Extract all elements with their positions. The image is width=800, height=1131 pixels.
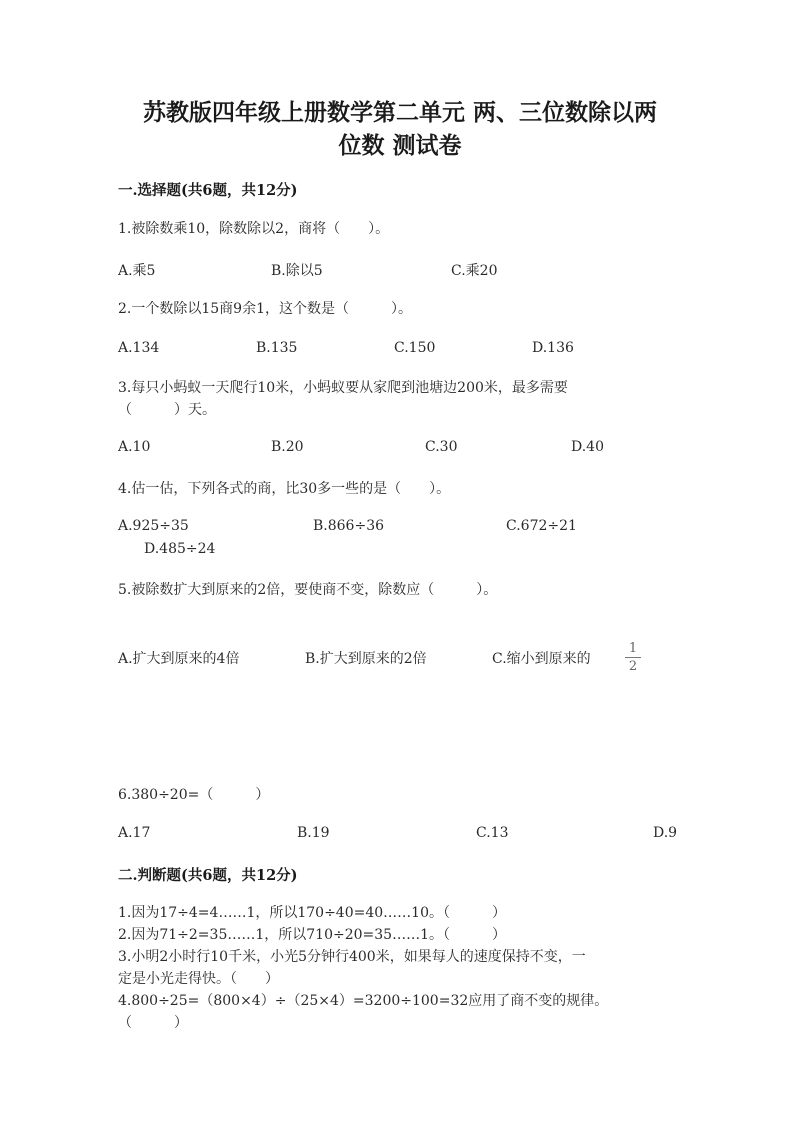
question-3-line-1: 3.每只小蚂蚁一天爬行10米，小蚂蚁要从家爬到池塘边200米，最多需要 xyxy=(118,380,568,396)
question-5: 5.被除数扩大到原来的2倍，要使商不变，除数应（ ）。 xyxy=(118,582,498,598)
section-1-heading: 一.选择题(共6题，共12分) xyxy=(118,182,298,199)
q3-option-c: C.30 xyxy=(425,439,458,455)
q2-option-a: A.134 xyxy=(118,340,160,356)
title-line-1: 苏教版四年级上册数学第二单元 两、三位数除以两 xyxy=(142,99,657,126)
judgement-item-1: 1.因为17÷4=4……1，所以170÷40=40……10。（ ） xyxy=(118,905,506,921)
q5-fraction-one-half xyxy=(624,641,642,674)
question-4: 4.估一估，下列各式的商，比30多一些的是（ ）。 xyxy=(118,481,451,497)
q1-option-b: B.除以5 xyxy=(271,263,323,279)
q6-option-d: D.9 xyxy=(653,825,678,841)
fraction-denominator: 2 xyxy=(628,659,638,674)
question-3-line-2: （ ）天。 xyxy=(118,402,216,418)
judgement-item-2: 2.因为71÷2=35……1，所以710÷20=35……1。（ ） xyxy=(118,927,506,943)
question-6: 6.380÷20=（ ） xyxy=(118,787,270,803)
title-line-2: 位数 测试卷 xyxy=(338,132,462,159)
judgement-item-3-line-2: 定是小光走得快。（ ） xyxy=(118,971,279,987)
judgement-item-4-line-2: （ ） xyxy=(118,1015,188,1031)
q1-option-c: C.乘20 xyxy=(451,263,498,279)
question-1: 1.被除数乘10，除数除以2，商将（ ）。 xyxy=(118,221,390,237)
q3-option-d: D.40 xyxy=(571,439,604,455)
section-2-heading: 二.判断题(共6题，共12分) xyxy=(118,867,298,884)
q4-option-b: B.866÷36 xyxy=(313,518,385,534)
fraction-numerator: 1 xyxy=(628,641,638,656)
q4-option-c: C.672÷21 xyxy=(506,518,577,534)
q3-option-a: A.10 xyxy=(118,439,151,455)
fraction-bar xyxy=(625,657,641,658)
q6-option-a: A.17 xyxy=(118,825,151,841)
judgement-item-4-line-1: 4.800÷25=（800×4）÷（25×4）=3200÷100=32应用了商不变的规律。 xyxy=(118,993,609,1009)
q6-option-b: B.19 xyxy=(297,825,330,841)
q4-option-a: A.925÷35 xyxy=(118,518,189,534)
q5-option-c: C.缩小到原来的 xyxy=(492,651,591,667)
question-3 xyxy=(118,377,568,421)
q4-option-d: D.485÷24 xyxy=(144,541,216,557)
q6-option-c: C.13 xyxy=(476,825,509,841)
judgement-list xyxy=(118,902,608,1034)
q2-option-c: C.150 xyxy=(394,340,436,356)
page-title xyxy=(100,96,700,162)
q2-option-b: B.135 xyxy=(256,340,298,356)
q5-option-b: B.扩大到原来的2倍 xyxy=(305,651,427,667)
q5-option-a: A.扩大到原来的4倍 xyxy=(118,651,240,667)
q3-option-b: B.20 xyxy=(271,439,304,455)
q1-option-a: A.乘5 xyxy=(118,263,156,279)
judgement-item-3-line-1: 3.小明2小时行10千米，小光5分钟行400米，如果每人的速度保持不变，一 xyxy=(118,949,586,965)
q2-option-d: D.136 xyxy=(532,340,574,356)
question-2: 2.一个数除以15商9余1，这个数是（ ）。 xyxy=(118,301,412,317)
